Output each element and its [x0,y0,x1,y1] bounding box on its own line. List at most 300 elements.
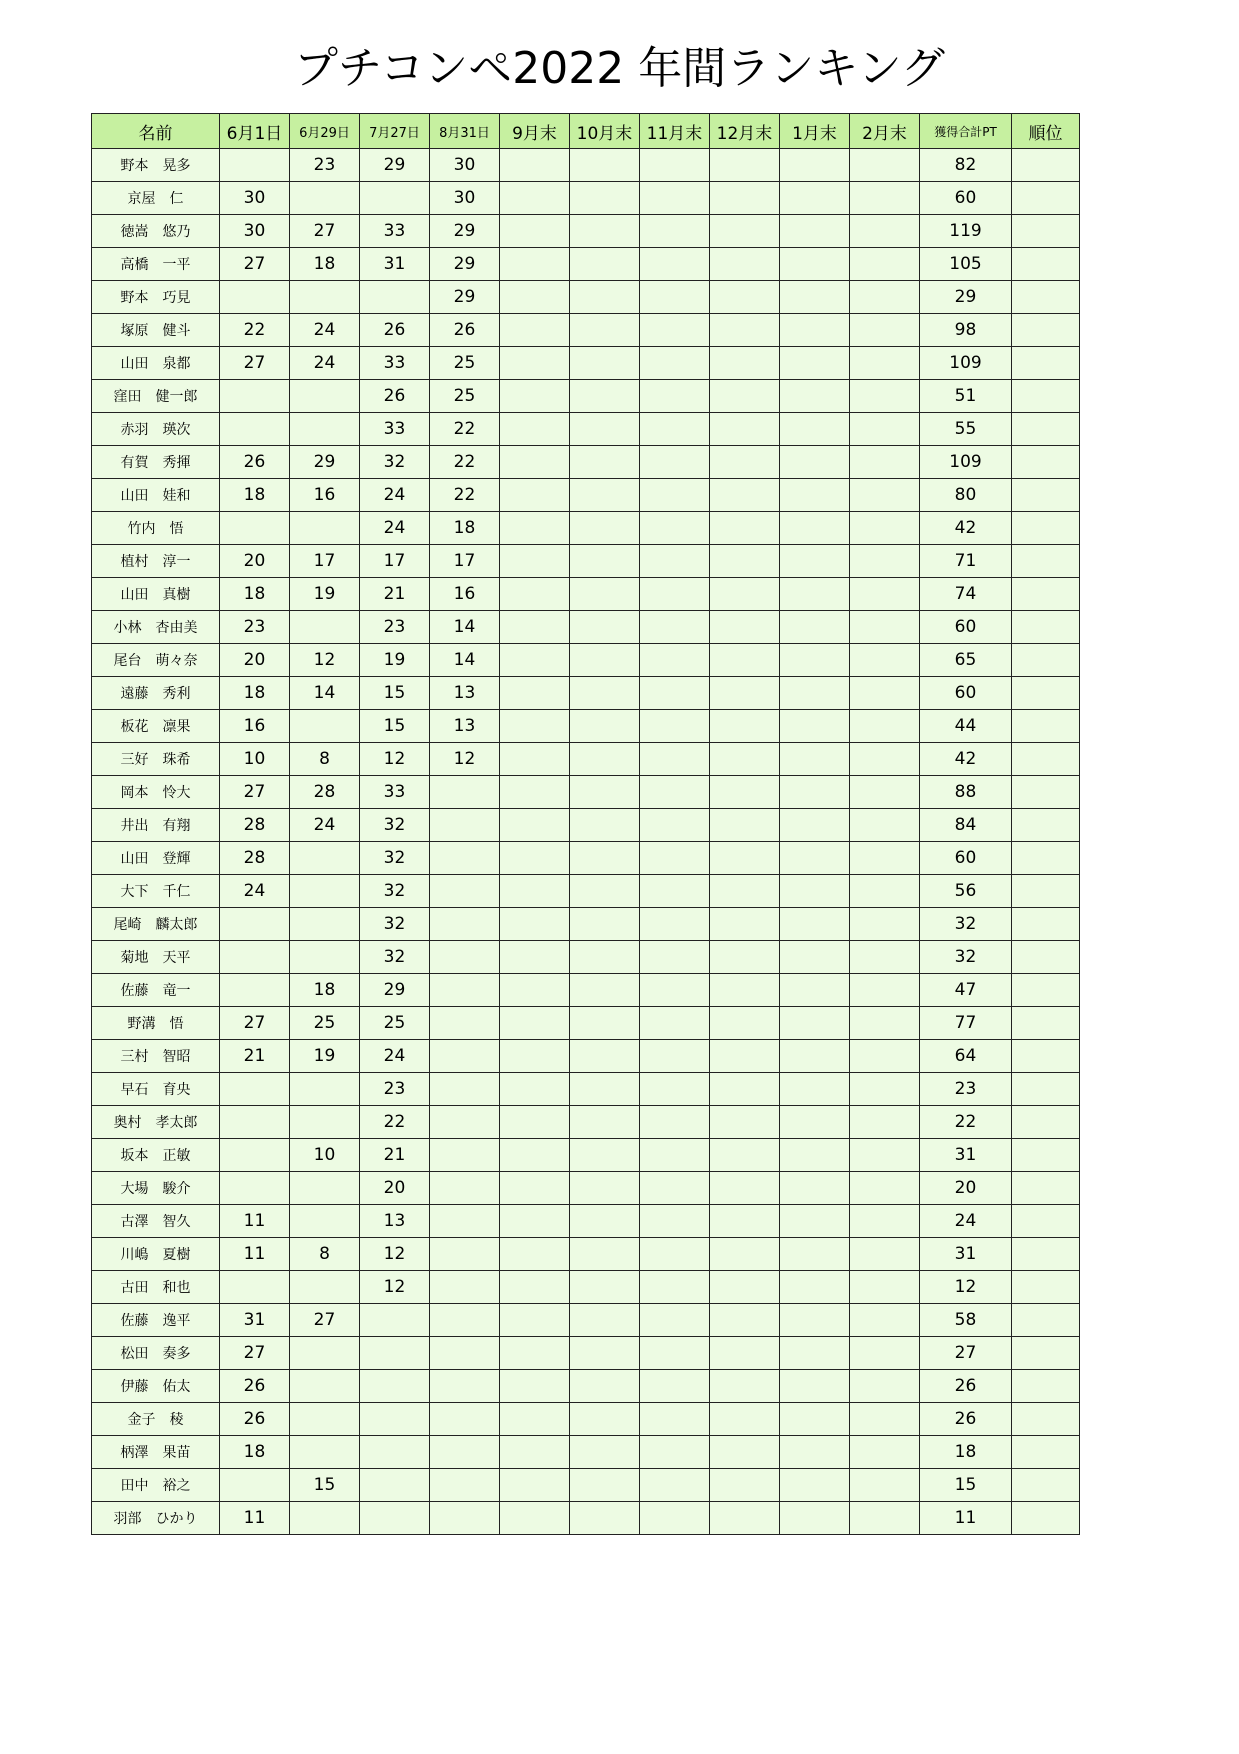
table-row [92,1073,1080,1106]
score-cell: 32 [360,842,430,875]
score-cell [500,1205,570,1238]
score-cell [220,149,290,182]
rank-cell [1012,809,1080,842]
score-cell: 19 [290,578,360,611]
score-cell [430,1271,500,1304]
total-points: 23 [920,1073,1012,1106]
score-cell: 29 [360,149,430,182]
player-name: 松田 奏多 [92,1337,220,1370]
score-cell [780,1304,850,1337]
score-cell [500,578,570,611]
score-cell [640,1502,710,1535]
score-cell: 20 [220,545,290,578]
score-cell [710,512,780,545]
score-cell [500,1337,570,1370]
score-cell [640,1436,710,1469]
score-cell [780,149,850,182]
score-cell: 22 [220,314,290,347]
score-cell [570,1172,640,1205]
player-name: 遠藤 秀利 [92,677,220,710]
score-cell: 28 [290,776,360,809]
score-cell [570,1271,640,1304]
score-cell [500,1370,570,1403]
score-cell: 27 [290,1304,360,1337]
score-cell [850,479,920,512]
score-cell [850,644,920,677]
score-cell [570,1370,640,1403]
score-cell [220,281,290,314]
rank-cell [1012,215,1080,248]
score-cell [850,1238,920,1271]
player-name: 大場 駿介 [92,1172,220,1205]
score-cell [500,677,570,710]
score-cell [780,446,850,479]
total-points: 60 [920,182,1012,215]
score-cell [780,941,850,974]
player-name: 佐藤 竜一 [92,974,220,1007]
score-cell [710,875,780,908]
score-cell: 23 [220,611,290,644]
score-cell [850,1502,920,1535]
player-name: 野本 晃多 [92,149,220,182]
score-cell [640,281,710,314]
score-cell: 13 [430,677,500,710]
score-cell: 16 [430,578,500,611]
score-cell [640,677,710,710]
score-cell: 18 [220,578,290,611]
score-cell [640,446,710,479]
score-cell [850,809,920,842]
score-cell: 14 [430,611,500,644]
score-cell: 32 [360,908,430,941]
table-row [92,1238,1080,1271]
rank-cell [1012,1469,1080,1502]
score-cell [500,545,570,578]
score-cell: 27 [220,1007,290,1040]
score-cell [710,578,780,611]
score-cell: 10 [290,1139,360,1172]
score-cell [710,1436,780,1469]
total-points: 42 [920,512,1012,545]
score-cell [570,809,640,842]
score-cell [780,776,850,809]
total-points: 88 [920,776,1012,809]
score-cell [710,446,780,479]
player-name: 尾崎 麟太郎 [92,908,220,941]
column-header: 順位 [1012,114,1080,149]
score-cell: 33 [360,776,430,809]
column-header: 7月27日 [360,114,430,149]
score-cell [430,974,500,1007]
score-cell [220,1271,290,1304]
score-cell [290,1073,360,1106]
score-cell [850,446,920,479]
total-points: 60 [920,842,1012,875]
score-cell [640,1403,710,1436]
table-row [92,1205,1080,1238]
total-points: 15 [920,1469,1012,1502]
score-cell [220,512,290,545]
score-cell: 18 [290,974,360,1007]
score-cell [850,1304,920,1337]
score-cell [780,1469,850,1502]
rank-cell [1012,677,1080,710]
score-cell [640,545,710,578]
player-name: 川嶋 夏樹 [92,1238,220,1271]
score-cell [710,281,780,314]
table-row [92,1337,1080,1370]
score-cell [850,776,920,809]
player-name: 佐藤 逸平 [92,1304,220,1337]
player-name: 山田 登輝 [92,842,220,875]
score-cell [780,380,850,413]
score-cell [640,941,710,974]
score-cell [500,1040,570,1073]
player-name: 窪田 健一郎 [92,380,220,413]
score-cell [780,1172,850,1205]
score-cell [850,182,920,215]
score-cell [290,1337,360,1370]
score-cell [220,1073,290,1106]
score-cell: 24 [290,314,360,347]
total-points: 26 [920,1370,1012,1403]
column-header: 10月末 [570,114,640,149]
column-header: 8月31日 [430,114,500,149]
rank-cell [1012,1337,1080,1370]
score-cell [570,743,640,776]
total-points: 77 [920,1007,1012,1040]
score-cell [780,875,850,908]
total-points: 55 [920,413,1012,446]
score-cell [780,1502,850,1535]
score-cell [640,512,710,545]
score-cell [640,842,710,875]
total-points: 98 [920,314,1012,347]
score-cell: 12 [360,743,430,776]
player-name: 菊地 天平 [92,941,220,974]
score-cell [570,479,640,512]
score-cell [850,908,920,941]
score-cell: 18 [430,512,500,545]
score-cell [710,545,780,578]
score-cell [220,1172,290,1205]
column-header: 12月末 [710,114,780,149]
score-cell [500,644,570,677]
score-cell [850,248,920,281]
column-header: 2月末 [850,114,920,149]
score-cell [780,644,850,677]
table-row [92,1370,1080,1403]
score-cell [780,545,850,578]
score-cell [850,677,920,710]
score-cell [780,1205,850,1238]
score-cell [710,380,780,413]
score-cell [850,314,920,347]
score-cell: 24 [290,809,360,842]
score-cell [360,1370,430,1403]
score-cell [500,908,570,941]
score-cell: 25 [360,1007,430,1040]
score-cell: 27 [220,248,290,281]
rank-cell [1012,1007,1080,1040]
score-cell [570,908,640,941]
rank-cell [1012,1502,1080,1535]
score-cell [640,248,710,281]
score-cell [640,776,710,809]
score-cell: 14 [290,677,360,710]
table-row [92,1502,1080,1535]
score-cell [640,710,710,743]
total-points: 27 [920,1337,1012,1370]
score-cell [570,1403,640,1436]
score-cell [290,512,360,545]
score-cell: 11 [220,1205,290,1238]
score-cell [570,1139,640,1172]
score-cell [290,875,360,908]
score-cell [430,1469,500,1502]
score-cell [290,1106,360,1139]
player-name: 羽部 ひかり [92,1502,220,1535]
score-cell: 16 [220,710,290,743]
score-cell: 23 [360,611,430,644]
table-row [92,1139,1080,1172]
score-cell [500,710,570,743]
rank-cell [1012,1139,1080,1172]
score-cell: 29 [430,281,500,314]
rank-cell [1012,743,1080,776]
rank-cell [1012,1370,1080,1403]
table-row [92,611,1080,644]
score-cell [710,908,780,941]
total-points: 84 [920,809,1012,842]
player-name: 坂本 正敏 [92,1139,220,1172]
score-cell [640,479,710,512]
score-cell [780,1040,850,1073]
score-cell [430,1436,500,1469]
score-cell [430,1172,500,1205]
score-cell [780,347,850,380]
score-cell [710,1337,780,1370]
score-cell [710,347,780,380]
score-cell [640,1106,710,1139]
score-cell: 21 [360,1139,430,1172]
score-cell: 26 [220,1403,290,1436]
score-cell [780,1106,850,1139]
score-cell [220,1139,290,1172]
rank-cell [1012,1073,1080,1106]
table-row [92,446,1080,479]
table-row [92,413,1080,446]
score-cell [850,413,920,446]
score-cell [850,347,920,380]
player-name: 古田 和也 [92,1271,220,1304]
score-cell [430,842,500,875]
score-cell [850,1073,920,1106]
score-cell [500,743,570,776]
score-cell [500,149,570,182]
score-cell [710,1073,780,1106]
score-cell [780,314,850,347]
score-cell [220,1106,290,1139]
score-cell [640,1304,710,1337]
score-cell: 19 [290,1040,360,1073]
table-row [92,1172,1080,1205]
score-cell [290,842,360,875]
score-cell [710,1271,780,1304]
player-name: 山田 真樹 [92,578,220,611]
total-points: 47 [920,974,1012,1007]
rank-cell [1012,974,1080,1007]
total-points: 24 [920,1205,1012,1238]
score-cell: 8 [290,743,360,776]
score-cell [360,182,430,215]
score-cell [710,1139,780,1172]
score-cell [780,182,850,215]
table-row [92,512,1080,545]
score-cell [500,347,570,380]
table-row [92,1271,1080,1304]
score-cell: 25 [430,380,500,413]
total-points: 82 [920,149,1012,182]
score-cell [780,974,850,1007]
table-row [92,1469,1080,1502]
score-cell [710,842,780,875]
score-cell [710,776,780,809]
score-cell [570,875,640,908]
score-cell: 12 [360,1271,430,1304]
score-cell [360,1469,430,1502]
score-cell [570,1073,640,1106]
total-points: 11 [920,1502,1012,1535]
score-cell [500,512,570,545]
score-cell [710,248,780,281]
total-points: 20 [920,1172,1012,1205]
score-cell [640,1007,710,1040]
score-cell [850,545,920,578]
score-cell [710,1106,780,1139]
score-cell [570,842,640,875]
score-cell: 13 [430,710,500,743]
score-cell: 27 [220,776,290,809]
table-row [92,281,1080,314]
score-cell [850,1403,920,1436]
rank-cell [1012,578,1080,611]
score-cell [500,314,570,347]
total-points: 80 [920,479,1012,512]
score-cell [780,1007,850,1040]
score-cell: 12 [430,743,500,776]
total-points: 44 [920,710,1012,743]
total-points: 29 [920,281,1012,314]
score-cell [640,578,710,611]
player-name: 早石 育央 [92,1073,220,1106]
score-cell [640,644,710,677]
table-row [92,314,1080,347]
score-cell: 31 [220,1304,290,1337]
score-cell [850,1172,920,1205]
score-cell: 30 [220,215,290,248]
table-row [92,908,1080,941]
score-cell [290,380,360,413]
score-cell [570,413,640,446]
score-cell [430,809,500,842]
score-cell [290,182,360,215]
rank-cell [1012,710,1080,743]
table-row [92,644,1080,677]
score-cell [640,380,710,413]
player-name: 赤羽 瑛次 [92,413,220,446]
rank-cell [1012,149,1080,182]
score-cell [220,380,290,413]
player-name: 京屋 仁 [92,182,220,215]
player-name: 竹内 悟 [92,512,220,545]
score-cell: 25 [290,1007,360,1040]
score-cell [430,1337,500,1370]
score-cell [640,413,710,446]
score-cell [430,1403,500,1436]
total-points: 74 [920,578,1012,611]
total-points: 71 [920,545,1012,578]
table-body [92,149,1080,1535]
score-cell: 10 [220,743,290,776]
score-cell: 19 [360,644,430,677]
score-cell: 29 [290,446,360,479]
player-name: 柄澤 果苗 [92,1436,220,1469]
score-cell [290,1370,360,1403]
score-cell: 26 [360,314,430,347]
table-row [92,1436,1080,1469]
score-cell [710,644,780,677]
player-name: 奥村 孝太郎 [92,1106,220,1139]
score-cell [710,413,780,446]
table-row [92,974,1080,1007]
total-points: 56 [920,875,1012,908]
score-cell [710,1238,780,1271]
score-cell [500,446,570,479]
score-cell: 22 [430,413,500,446]
score-cell [360,1436,430,1469]
score-cell [570,314,640,347]
score-cell: 17 [430,545,500,578]
score-cell [570,941,640,974]
column-header: 6月1日 [220,114,290,149]
score-cell [850,1139,920,1172]
column-header: 獲得合計PT [920,114,1012,149]
player-name: 伊藤 佑太 [92,1370,220,1403]
score-cell [500,1403,570,1436]
table-row [92,1040,1080,1073]
score-cell [850,578,920,611]
score-cell [500,215,570,248]
score-cell: 20 [360,1172,430,1205]
score-cell [780,479,850,512]
score-cell: 30 [430,149,500,182]
score-cell [710,215,780,248]
score-cell [500,248,570,281]
score-cell [710,1502,780,1535]
table-row [92,875,1080,908]
rank-cell [1012,941,1080,974]
score-cell: 8 [290,1238,360,1271]
score-cell [850,974,920,1007]
score-cell [710,809,780,842]
score-cell: 24 [360,512,430,545]
score-cell [780,215,850,248]
score-cell [570,1436,640,1469]
total-points: 18 [920,1436,1012,1469]
rank-cell [1012,644,1080,677]
column-header: 11月末 [640,114,710,149]
